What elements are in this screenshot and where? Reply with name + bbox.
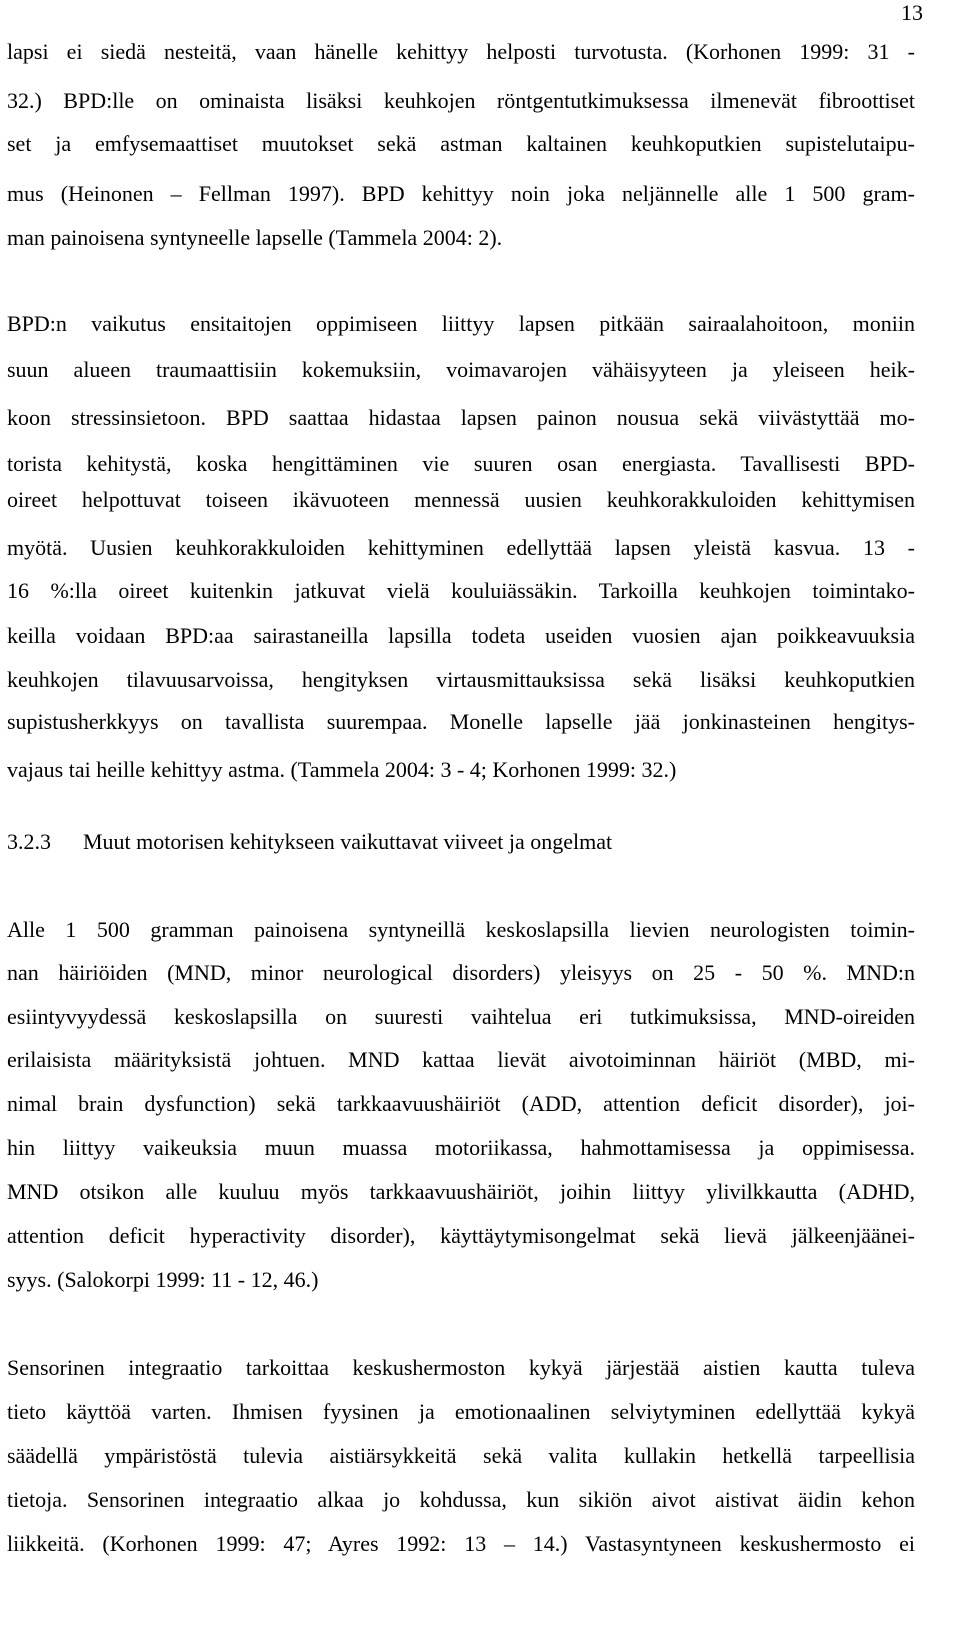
- text-line: nan häiriöiden (MND, minor neurological disorders) yleisyys on 25 - 50 %. MND:n: [7, 960, 915, 985]
- section-heading: [7, 828, 612, 856]
- text-line: 32.) BPD:lle on ominaista lisäksi keuhkojen röntgentutkimuksessa ilmenevät fibroottiset: [7, 88, 915, 113]
- text-line: suun alueen traumaattisiin kokemuksiin, voimavarojen vähäisyyteen ja yleiseen heik-: [7, 357, 915, 382]
- text-line: hin liittyy vaikeuksia muun muassa motoriikassa, hahmottamisessa ja oppimisessa.: [7, 1135, 915, 1160]
- text-line: Alle 1 500 gramman painoisena syntyneillä keskoslapsilla lievien neurologisten toimin-: [7, 917, 915, 942]
- text-line: koon stressinsietoon. BPD saattaa hidastaa lapsen painon nousua sekä viivästyttää mo-: [7, 405, 915, 430]
- page-number: 13: [901, 0, 923, 25]
- text-line: tieto käyttöä varten. Ihmisen fyysinen ja emotionaalinen selviytyminen edellyttää kykyä: [7, 1399, 915, 1424]
- text-line: Sensorinen integraatio tarkoittaa keskushermoston kykyä järjestää aistien kautta tuleva: [7, 1355, 915, 1380]
- text-line: man painoisena syntyneelle lapselle (Tammela 2004: 2).: [7, 225, 503, 250]
- text-line: liikkeitä. (Korhonen 1999: 47; Ayres 1992: 13 – 14.) Vastasyntyneen keskushermosto ei: [7, 1531, 915, 1556]
- text-line: säädellä ympäristöstä tulevia aistiärsykkeitä sekä valita kullakin hetkellä tarpeellisia: [7, 1443, 915, 1468]
- text-line: MND otsikon alle kuuluu myös tarkkaavuushäiriöt, joihin liittyy ylivilkkautta (ADHD,: [7, 1179, 915, 1204]
- text-line: 16 %:lla oireet kuitenkin jatkuvat vielä kouluiässäkin. Tarkoilla keuhkojen toimintako-: [7, 578, 915, 603]
- text-line: myötä. Uusien keuhkorakkuloiden kehittyminen edellyttää lapsen yleistä kasvua. 13 -: [7, 535, 915, 560]
- section-title: Muut motorisen kehitykseen vaikuttavat viiveet ja ongelmat: [83, 829, 613, 854]
- text-line: mus (Heinonen – Fellman 1997). BPD kehittyy noin joka neljännelle alle 1 500 gram-: [7, 181, 915, 206]
- text-line: BPD:n vaikutus ensitaitojen oppimiseen liittyy lapsen pitkään sairaalahoitoon, moniin: [7, 311, 915, 336]
- section-number: 3.2.3: [7, 829, 51, 854]
- text-line: attention deficit hyperactivity disorder), käyttäytymisongelmat sekä lievä jälkeenjäänei-: [7, 1223, 915, 1248]
- text-line: nimal brain dysfunction) sekä tarkkaavuushäiriöt (ADD, attention deficit disorder), joi-: [7, 1091, 915, 1116]
- text-line: supistusherkkyys on tavallista suurempaa. Monelle lapselle jää jonkinasteinen hengitys-: [7, 709, 915, 734]
- text-line: lapsi ei siedä nesteitä, vaan hänelle kehittyy helposti turvotusta. (Korhonen 1999: 31 -: [7, 39, 915, 64]
- text-line: keuhkojen tilavuusarvoissa, hengityksen virtausmittauksissa sekä lisäksi keuhkoputkien: [7, 667, 915, 692]
- text-line: keilla voidaan BPD:aa sairastaneilla lapsilla todeta useiden vuosien ajan poikkeavuuksia: [7, 623, 915, 648]
- text-line: syys. (Salokorpi 1999: 11 - 12, 46.): [7, 1267, 319, 1292]
- text-line: esiintyvyydessä keskoslapsilla on suuresti vaihtelua eri tutkimuksissa, MND-oireiden: [7, 1004, 915, 1029]
- text-line: tietoja. Sensorinen integraatio alkaa jo kohdussa, kun sikiön aivot aistivat äidin kehon: [7, 1487, 915, 1512]
- text-line: set ja emfysemaattiset muutokset sekä astman kaltainen keuhkoputkien supistelutaipu-: [7, 131, 915, 156]
- text-line: torista kehitystä, koska hengittäminen vie suuren osan energiasta. Tavallisesti BPD-: [7, 451, 915, 476]
- text-line: vajaus tai heille kehittyy astma. (Tammela 2004: 3 - 4; Korhonen 1999: 32.): [7, 757, 677, 782]
- text-line: erilaisista määrityksistä johtuen. MND kattaa lievät aivotoiminnan häiriöt (MBD, mi-: [7, 1047, 915, 1072]
- text-line: oireet helpottuvat toiseen ikävuoteen mennessä uusien keuhkorakkuloiden kehittymisen: [7, 487, 915, 512]
